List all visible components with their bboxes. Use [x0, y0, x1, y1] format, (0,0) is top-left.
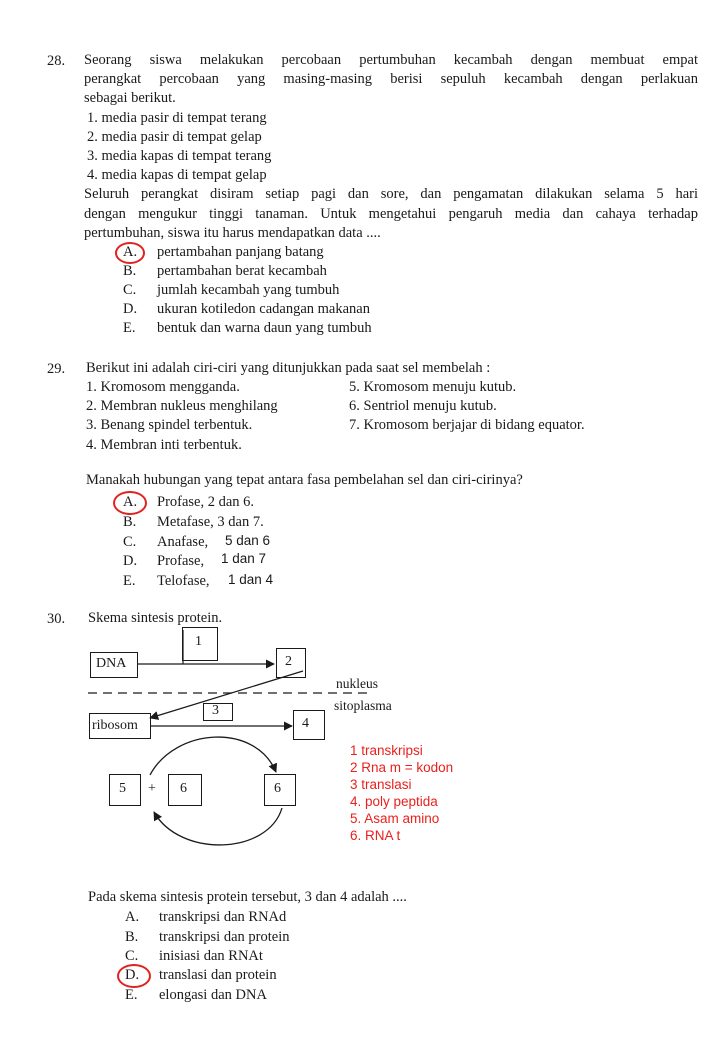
annotation-2: 2 Rna m = kodon: [350, 760, 454, 775]
q28-treatment-4: 4. media kapas di tempat gelap: [87, 167, 267, 183]
arrow-cycle-top: [150, 737, 276, 775]
q28-option-b-letter: B.: [123, 263, 137, 279]
q30-option-d-text: translasi dan protein: [159, 967, 277, 983]
q28-option-d-text: ukuran kotiledon cadangan makanan: [157, 301, 370, 317]
box-3-label: 3: [212, 703, 219, 718]
q29-option-b-letter: B.: [123, 514, 137, 530]
q30-number: 30.: [47, 611, 66, 627]
q28-option-a-letter: A.: [123, 244, 138, 260]
q28-body-line-2: dengan mengukur tinggi tanaman. Untuk mengetahui pengaruh media dan cahaya terhadap: [84, 206, 698, 222]
q30-option-a-text: transkripsi dan RNAd: [159, 909, 287, 925]
box-6-right-label: 6: [274, 781, 281, 796]
box-1-label: 1: [195, 634, 202, 649]
q29-option-d-letter: D.: [123, 553, 138, 569]
box-4: [293, 710, 325, 740]
q28-body-line-1: Seluruh perangkat disiram setiap pagi dan sore, dan pengamatan dilakukan selama 5 hari: [84, 186, 698, 202]
q30-title: Skema sintesis protein.: [88, 610, 223, 626]
q30-option-d-letter: D.: [125, 967, 140, 983]
q29-item-3: 3. Benang spindel terbentuk.: [86, 417, 253, 433]
q28-treatment-2: 2. media pasir di tempat gelap: [87, 129, 262, 145]
q30-option-b-text: transkripsi dan protein: [159, 929, 290, 945]
q29-option-d-text: Profase,: [157, 553, 205, 569]
q29-option-a-letter: A.: [123, 494, 138, 510]
box-6-left-label: 6: [180, 781, 187, 796]
q29-question: Manakah hubungan yang tepat antara fasa pembelahan sel dan ciri-cirinya?: [86, 472, 523, 488]
q28-option-d-letter: D.: [123, 301, 138, 317]
q29-item-6: 6. Sentriol menuju kutub.: [349, 398, 497, 414]
q28-intro-line-3: sebagai berikut.: [84, 90, 176, 106]
annotation-5: 5. Asam amino: [350, 811, 440, 826]
dna-label: DNA: [96, 656, 127, 671]
q29-item-7: 7. Kromosom berjajar di bidang equator.: [349, 417, 585, 433]
arrow-cycle-bottom: [154, 808, 282, 845]
q30-option-c-letter: C.: [125, 948, 139, 964]
box-5-label: 5: [119, 781, 126, 796]
q28-intro-line-2: perangkat percobaan yang masing-masing berisi sepuluh kecambah dengan perlakuan: [84, 71, 698, 87]
q29-item-2: 2. Membran nukleus menghilang: [86, 398, 278, 414]
q30-option-a-letter: A.: [125, 909, 140, 925]
q28-intro-line-1: Seorang siswa melakukan percobaan pertumbuhan kecambah dengan membuat empat: [84, 52, 698, 68]
q29-option-e-letter: E.: [123, 573, 136, 589]
q30-question: Pada skema sintesis protein tersebut, 3 dan 4 adalah ....: [88, 889, 407, 905]
q30-option-e-letter: E.: [125, 987, 138, 1003]
q28-option-e-letter: E.: [123, 320, 136, 336]
q28-treatment-3: 3. media kapas di tempat terang: [87, 148, 272, 164]
q29-option-e-text: Telofase,: [157, 573, 210, 589]
q29-option-d-handwritten: 1 dan 7: [221, 551, 267, 566]
sitoplasma-label: sitoplasma: [334, 698, 392, 713]
q28-treatment-1: 1. media pasir di tempat terang: [87, 110, 267, 126]
annotation-4: 4. poly peptida: [350, 794, 438, 809]
q28-option-b-text: pertambahan berat kecambah: [157, 263, 327, 279]
annotation-6: 6. RNA t: [350, 828, 401, 843]
box-2-label: 2: [285, 654, 292, 669]
q28-option-c-text: jumlah kecambah yang tumbuh: [157, 282, 340, 298]
nukleus-label: nukleus: [336, 676, 378, 691]
q28-body-line-3: pertumbuhan, siswa itu harus mendapatkan data ....: [84, 225, 381, 241]
q30-option-c-text: inisiasi dan RNAt: [159, 948, 263, 964]
q29-option-e-handwritten: 1 dan 4: [228, 572, 274, 587]
q29-intro: Berikut ini adalah ciri-ciri yang ditunjukkan pada saat sel membelah :: [86, 360, 491, 376]
q28-option-c-letter: C.: [123, 282, 137, 298]
q29-number: 29.: [47, 361, 66, 377]
annotation-1: 1 transkripsi: [350, 743, 423, 758]
q29-item-5: 5. Kromosom menuju kutub.: [349, 379, 517, 395]
q28-number: 28.: [47, 53, 66, 69]
ribosom-label: ribosom: [92, 718, 138, 733]
q28-option-a-text: pertambahan panjang batang: [157, 244, 324, 260]
q30-option-e-text: elongasi dan DNA: [159, 987, 267, 1003]
q29-option-b-text: Metafase, 3 dan 7.: [157, 514, 264, 530]
plus-sign: +: [148, 781, 156, 796]
box-4-label: 4: [302, 716, 309, 731]
q28-option-e-text: bentuk dan warna daun yang tumbuh: [157, 320, 372, 336]
q30-option-b-letter: B.: [125, 929, 139, 945]
q29-option-c-letter: C.: [123, 534, 137, 550]
annotation-3: 3 translasi: [350, 777, 412, 792]
q29-item-1: 1. Kromosom mengganda.: [86, 379, 240, 395]
q29-option-c-text: Anafase,: [157, 534, 209, 550]
q29-item-4: 4. Membran inti terbentuk.: [86, 437, 242, 453]
q29-option-a-text: Profase, 2 dan 6.: [157, 494, 255, 510]
q29-option-c-handwritten: 5 dan 6: [225, 533, 271, 548]
